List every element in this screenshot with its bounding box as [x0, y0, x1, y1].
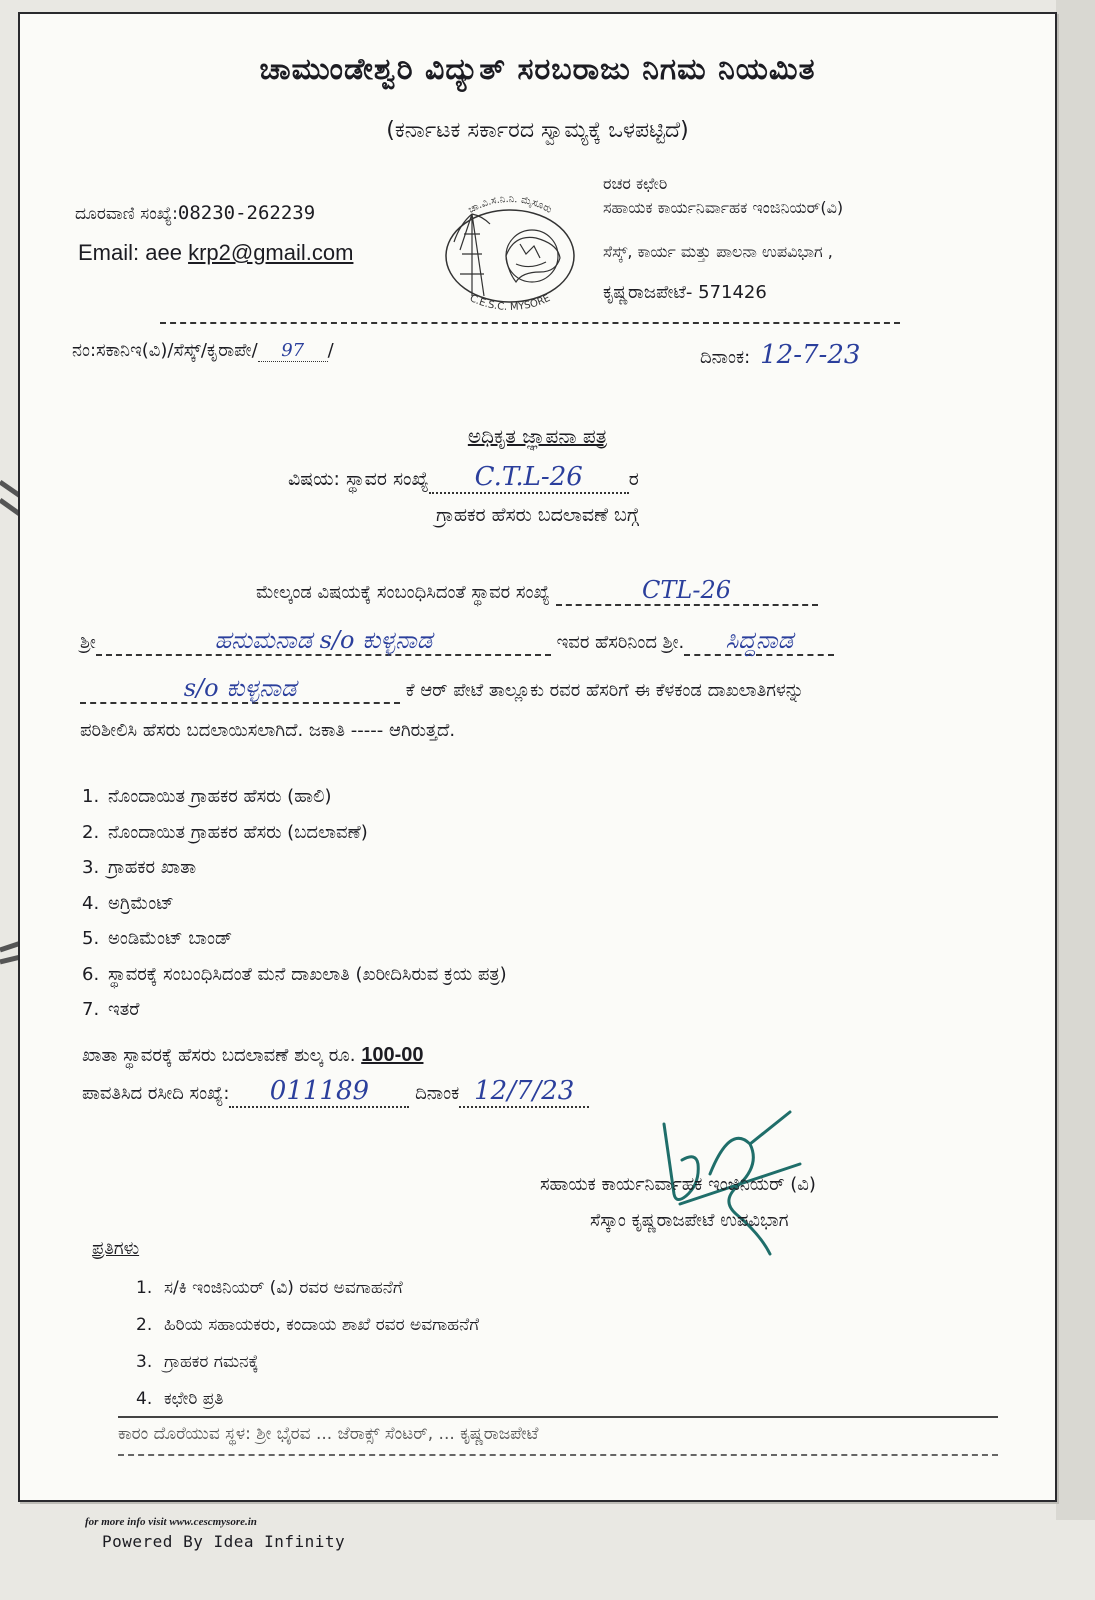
subject-line-2: ಗ್ರಾಹಕರ ಹೆಸರು ಬದಲಾವಣೆ ಬಗ್ಗೆ: [436, 504, 639, 526]
subject-suffix: ರ: [628, 468, 639, 490]
cesc-logo-icon: [420, 184, 600, 314]
copies-heading: ಪ್ರತಿಗಳು: [92, 1238, 140, 1259]
svg-text:ಚಾ.ವಿ.ಸ.ನಿ.ನಿ. ಮೈಸೂರು: [466, 194, 553, 216]
copies-list: [136, 1278, 479, 1426]
powered-by-text: Powered By Idea Infinity: [102, 1532, 346, 1551]
fee-amount: 100-00: [361, 1044, 424, 1066]
phone-number: 08230-262239: [177, 202, 316, 224]
receipt-label: ಪಾವತಿಸಿದ ರಸೀದಿ ಸಂಖ್ಯೆ:: [82, 1083, 230, 1104]
signatory-office: ಸೆಸ್ಕಾಂ ಕೃಷ್ಣರಾಜಪೇಟೆ ಉಪವಿಭಾಗ: [590, 1210, 789, 1231]
new-consumer-relation: s/o ಕುಳ್ಳನಾಡ: [183, 674, 297, 702]
reference-suffix: /: [327, 340, 334, 361]
list-item: [82, 999, 507, 1035]
issue-date: [700, 340, 860, 370]
list-item: [82, 893, 507, 929]
new-consumer-name: ಸಿದ್ದನಾಡ: [725, 626, 793, 654]
list-item-label: ಅಂಡಿಮೆಂಟ್ ಬಾಂಡ್: [108, 928, 233, 949]
list-item-number: 3.: [82, 857, 100, 878]
list-item-label: ನೊಂದಾಯಿತ ಗ್ರಾಹಕರ ಹೆಸರು (ಹಾಲಿ): [108, 786, 332, 807]
email-address: krp2@gmail.com: [188, 240, 354, 265]
body-line-2: [80, 626, 834, 656]
list-item-label: ಗ್ರಾಹಕರ ಗಮನಕ್ಕೆ: [164, 1352, 259, 1372]
page-edge-background: [1056, 0, 1095, 1520]
document-page: [18, 12, 1057, 1502]
list-item: [136, 1278, 479, 1315]
office-line-1: ರಚರ ಕಛೇರಿ: [603, 174, 668, 193]
receipt-number: 011189: [269, 1076, 370, 1106]
subject-installation-no: C.T.L-26: [474, 462, 583, 492]
memo-title: ಅಧಿಕೃತ ಜ್ಞಾಪನಾ ಪತ್ರ: [467, 424, 608, 448]
list-item: [82, 964, 507, 1000]
signatory-title: ಸಹಾಯಕ ಕಾರ್ಯನಿರ್ವಾಹಕ ಇಂಜಿನಿಯರ್ (ವಿ): [540, 1174, 816, 1195]
list-item: [82, 822, 507, 858]
list-item-number: 2.: [136, 1315, 153, 1335]
org-subtitle: (ಕರ್ನಾಟಕ ಸರ್ಕಾರದ ಸ್ವಾಮ್ಯಕ್ಕೆ ಒಳಪಟ್ಟಿದೆ): [386, 118, 689, 143]
body-line-1: [256, 576, 818, 606]
reference-value: 97: [281, 340, 305, 361]
body-line-2-mid: ಇವರ ಹೆಸರಿನಿಂದ ಶ್ರೀ.: [556, 632, 685, 653]
fee-label: ಖಾತಾ ಸ್ಥಾವರಕ್ಕೆ ಹೆಸರು ಬದಲಾವಣೆ ಶುಲ್ಕ ರೂ.: [82, 1045, 362, 1066]
reference-number: [72, 340, 334, 362]
list-item-label: ಸ್ಥಾವರಕ್ಕೆ ಸಂಬಂಧಿಸಿದಂತೆ ಮನೆ ದಾಖಲಾತಿ (ಖರೀದಿಸಿರುವ ಕ್ರಯ ಪತ್ರ): [108, 963, 507, 985]
list-item: [82, 786, 507, 822]
list-item-number: 7.: [82, 999, 100, 1020]
logo-text-top: ಚಾ.ವಿ.ಸ.ನಿ.ನಿ. ಮೈಸೂರು: [466, 193, 554, 216]
list-item: [82, 928, 507, 964]
documents-list: [82, 786, 507, 1035]
body-line-4: ಪರಿಶೀಲಿಸಿ ಹೆಸರು ಬದಲಾಯಿಸಲಾಗಿದೆ. ಜಕಾತಿ ----- ಆಗಿರುತ್ತದೆ.: [80, 720, 456, 741]
list-item-number: 1.: [82, 786, 100, 807]
receipt-date: 12/7/23: [474, 1076, 575, 1106]
list-item-label: ಅಗ್ರಿಮೆಂಟ್: [108, 892, 174, 914]
list-item: [136, 1389, 479, 1426]
reference-label: ನಂ:ಸಕಾನಿಇ(ವಿ)/ಸೆಸ್ಕ್/ಕೃರಾಪೇ/: [72, 340, 258, 361]
list-item: [136, 1315, 479, 1352]
date-label: ದಿನಾಂಕ:: [700, 347, 751, 368]
footer-divider: [118, 1416, 998, 1418]
body-installation-no: CTL-26: [642, 576, 731, 604]
subject-prefix: ವಿಷಯ: ಸ್ಥಾವರ ಸಂಖ್ಯೆ: [288, 468, 429, 490]
footer-address: ಕಾರಂ ದೊರೆಯುವ ಸ್ಥಳ: ಶ್ರೀ ಭೈರವ ... ಜೆರಾಕ್ಸ್ ಸೆಂಟರ್, ... ಕೃಷ್ಣರಾಜಪೇಟೆ: [118, 1424, 539, 1444]
org-name: ಚಾಮುಂಡೇಶ್ವರಿ ವಿದ್ಯುತ್ ಸರಬರಾಜು ನಿಗಮ ನಿಯಮಿತ: [259, 52, 816, 87]
list-item-number: 6.: [82, 963, 100, 985]
footer-divider-dashed: [118, 1454, 998, 1456]
list-item-number: 3.: [136, 1352, 153, 1372]
phone-label: ದೂರವಾಣಿ ಸಂಖ್ಯೆ:: [75, 204, 178, 224]
old-consumer-name: ಹನುಮನಾಡ s/o ಕುಳ್ಳನಾಡ: [214, 626, 433, 654]
list-item-label: ಸ/ಕಿ ಇಂಜಿನಿಯರ್ (ವಿ) ರವರ ಅವಗಾಹನೆಗೆ: [164, 1278, 403, 1298]
list-item: [82, 857, 507, 893]
email-label: Email: aee: [78, 240, 189, 265]
receipt-date-label: ದಿನಾಂಕ: [415, 1083, 460, 1104]
list-item-label: ಇತರೆ: [108, 999, 140, 1020]
list-item-label: ಗ್ರಾಹಕರ ಖಾತಾ: [108, 857, 197, 878]
body-line-3-text: ಕೆ ಆರ್ ಪೇಟೆ ತಾಲ್ಲೂಕು ರವರ ಹೆಸರಿಗೆ ಈ ಕೆಳಕಂಡ ದಾಖಲಾತಿಗಳನ್ನು: [405, 680, 804, 701]
list-item-number: 4.: [136, 1389, 153, 1409]
header-divider: [160, 322, 900, 324]
more-info-text: for more info visit www.cescmysore.in: [85, 1516, 257, 1528]
office-line-2: ಸಹಾಯಕ ಕಾರ್ಯನಿರ್ವಾಹಕ ಇಂಜಿನಿಯರ್(ವಿ): [603, 198, 844, 217]
body-line-3: [80, 674, 804, 704]
body-line-2-prefix: ಶ್ರೀ: [80, 632, 96, 653]
subject-line: [288, 462, 639, 494]
svg-text:C.E.S.C. MYSORE: [468, 293, 552, 313]
list-item-label: ಕಛೇರಿ ಪ್ರತಿ: [164, 1389, 224, 1409]
phone-line: [75, 202, 315, 224]
receipt-line: [82, 1076, 589, 1108]
list-item-number: 5.: [82, 928, 100, 949]
office-line-4: ಕೃಷ್ಣರಾಜಪೇಟೆ- 571426: [603, 282, 767, 303]
email-line: [78, 240, 353, 266]
list-item-number: 2.: [82, 821, 100, 843]
list-item-number: 4.: [82, 892, 100, 914]
list-item-label: ಹಿರಿಯ ಸಹಾಯಕರು, ಕಂದಾಯ ಶಾಖೆ ರವರ ಅವಗಾಹನೆಗೆ: [164, 1315, 480, 1335]
fee-line: [82, 1044, 423, 1067]
office-line-3: ಸೆಸ್ಕ್, ಕಾರ್ಯ ಮತ್ತು ಪಾಲನಾ ಉಪವಿಭಾಗ ,: [603, 242, 833, 261]
list-item-label: ನೊಂದಾಯಿತ ಗ್ರಾಹಕರ ಹೆಸರು (ಬದಲಾವಣೆ): [108, 821, 368, 843]
list-item-number: 1.: [136, 1278, 153, 1298]
date-value: 12-7-23: [760, 340, 861, 370]
body-line-1-text: ಮೇಲ್ಕಂಡ ವಿಷಯಕ್ಕೆ ಸಂಬಂಧಿಸಿದಂತೆ ಸ್ಥಾವರ ಸಂಖ್ಯೆ: [256, 582, 550, 603]
logo-text-bottom: C.E.S.C. MYSORE: [467, 292, 553, 314]
list-item: [136, 1352, 479, 1389]
